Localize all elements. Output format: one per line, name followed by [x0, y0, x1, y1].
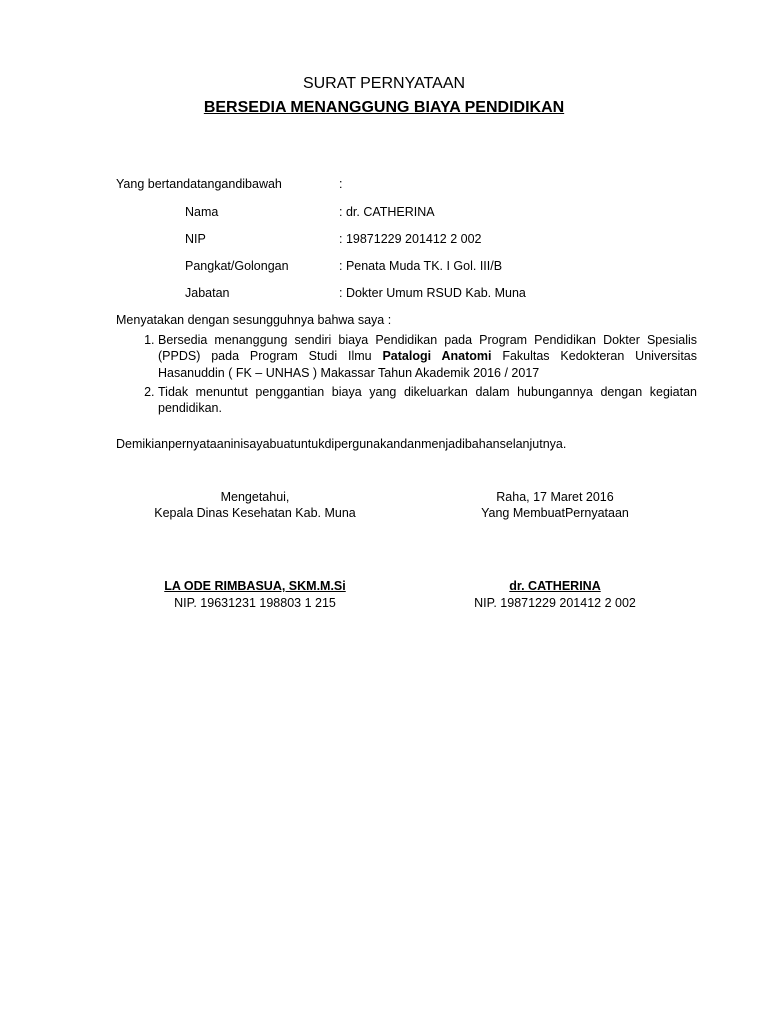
document-title: SURAT PERNYATAAN: [302, 75, 466, 92]
lead-label: Yang bertandatangandibawah: [116, 177, 282, 191]
left-sign-line1: Mengetahui,: [220, 490, 290, 504]
right-signer-name: dr. CATHERINA: [509, 579, 601, 593]
statement-item-1-text-b: Fakultas Kedokteran Universitas Hasanuddin ( FK – UNHAS ) Makassar Tahun Akademik 2016 / 2017: [158, 349, 698, 380]
right-signer-name-wrap: [445, 578, 665, 594]
field-label-jabatan: Jabatan: [185, 286, 230, 300]
document-subtitle-text: BERSEDIA MENANGGUNG BIAYA PENDIDIKAN: [203, 99, 565, 116]
statement-intro: Menyatakan dengan sesungguhnya bahwa saya :: [116, 313, 392, 327]
field-label-nip: NIP: [185, 232, 206, 246]
right-signer-nip: NIP. 19871229 201412 2 002: [474, 596, 636, 610]
field-value-nip: : 19871229 201412 2 002: [339, 232, 482, 246]
field-label-pangkat: Pangkat/Golongan: [185, 259, 289, 273]
statement-item-2: [158, 384, 697, 417]
field-value-jabatan: : Dokter Umum RSUD Kab. Muna: [339, 286, 526, 300]
statement-item-1-bold: Patalogi Anatomi: [382, 349, 492, 364]
right-sign-line2: Yang MembuatPernyataan: [481, 506, 629, 520]
closing-statement: Demikianpernyataaninisayabuatuntukdipergunakandanmenjadibahanselanjutnya.: [116, 437, 567, 451]
field-label-nama: Nama: [185, 205, 219, 219]
left-sign-line2: Kepala Dinas Kesehatan Kab. Muna: [154, 506, 356, 520]
statement-item-1-text-a: Bersedia menanggung sendiri biaya Pendidikan pada Program Pendidikan Dokter Spesialis (PPDS) pada Program Studi Ilmu: [158, 333, 697, 364]
field-value-nama: : dr. CATHERINA: [339, 205, 435, 219]
left-signer-name: LA ODE RIMBASUA, SKM.M.Si: [164, 579, 346, 593]
statement-item-2-text: Tidak menuntut penggantian biaya yang dikeluarkan dalam hubungannya dengan kegiatan pendidikan.: [158, 384, 697, 415]
right-sign-place-date: Raha, 17 Maret 2016: [496, 490, 614, 504]
left-signer-name-wrap: [145, 578, 365, 594]
field-value-pangkat: : Penata Muda TK. I Gol. III/B: [339, 259, 503, 273]
left-signer-nip: NIP. 19631231 198803 1 215: [174, 596, 336, 610]
statement-list: [116, 332, 697, 419]
document-subtitle: [0, 98, 768, 119]
lead-colon: :: [339, 177, 343, 191]
statement-item-1: [158, 332, 697, 381]
